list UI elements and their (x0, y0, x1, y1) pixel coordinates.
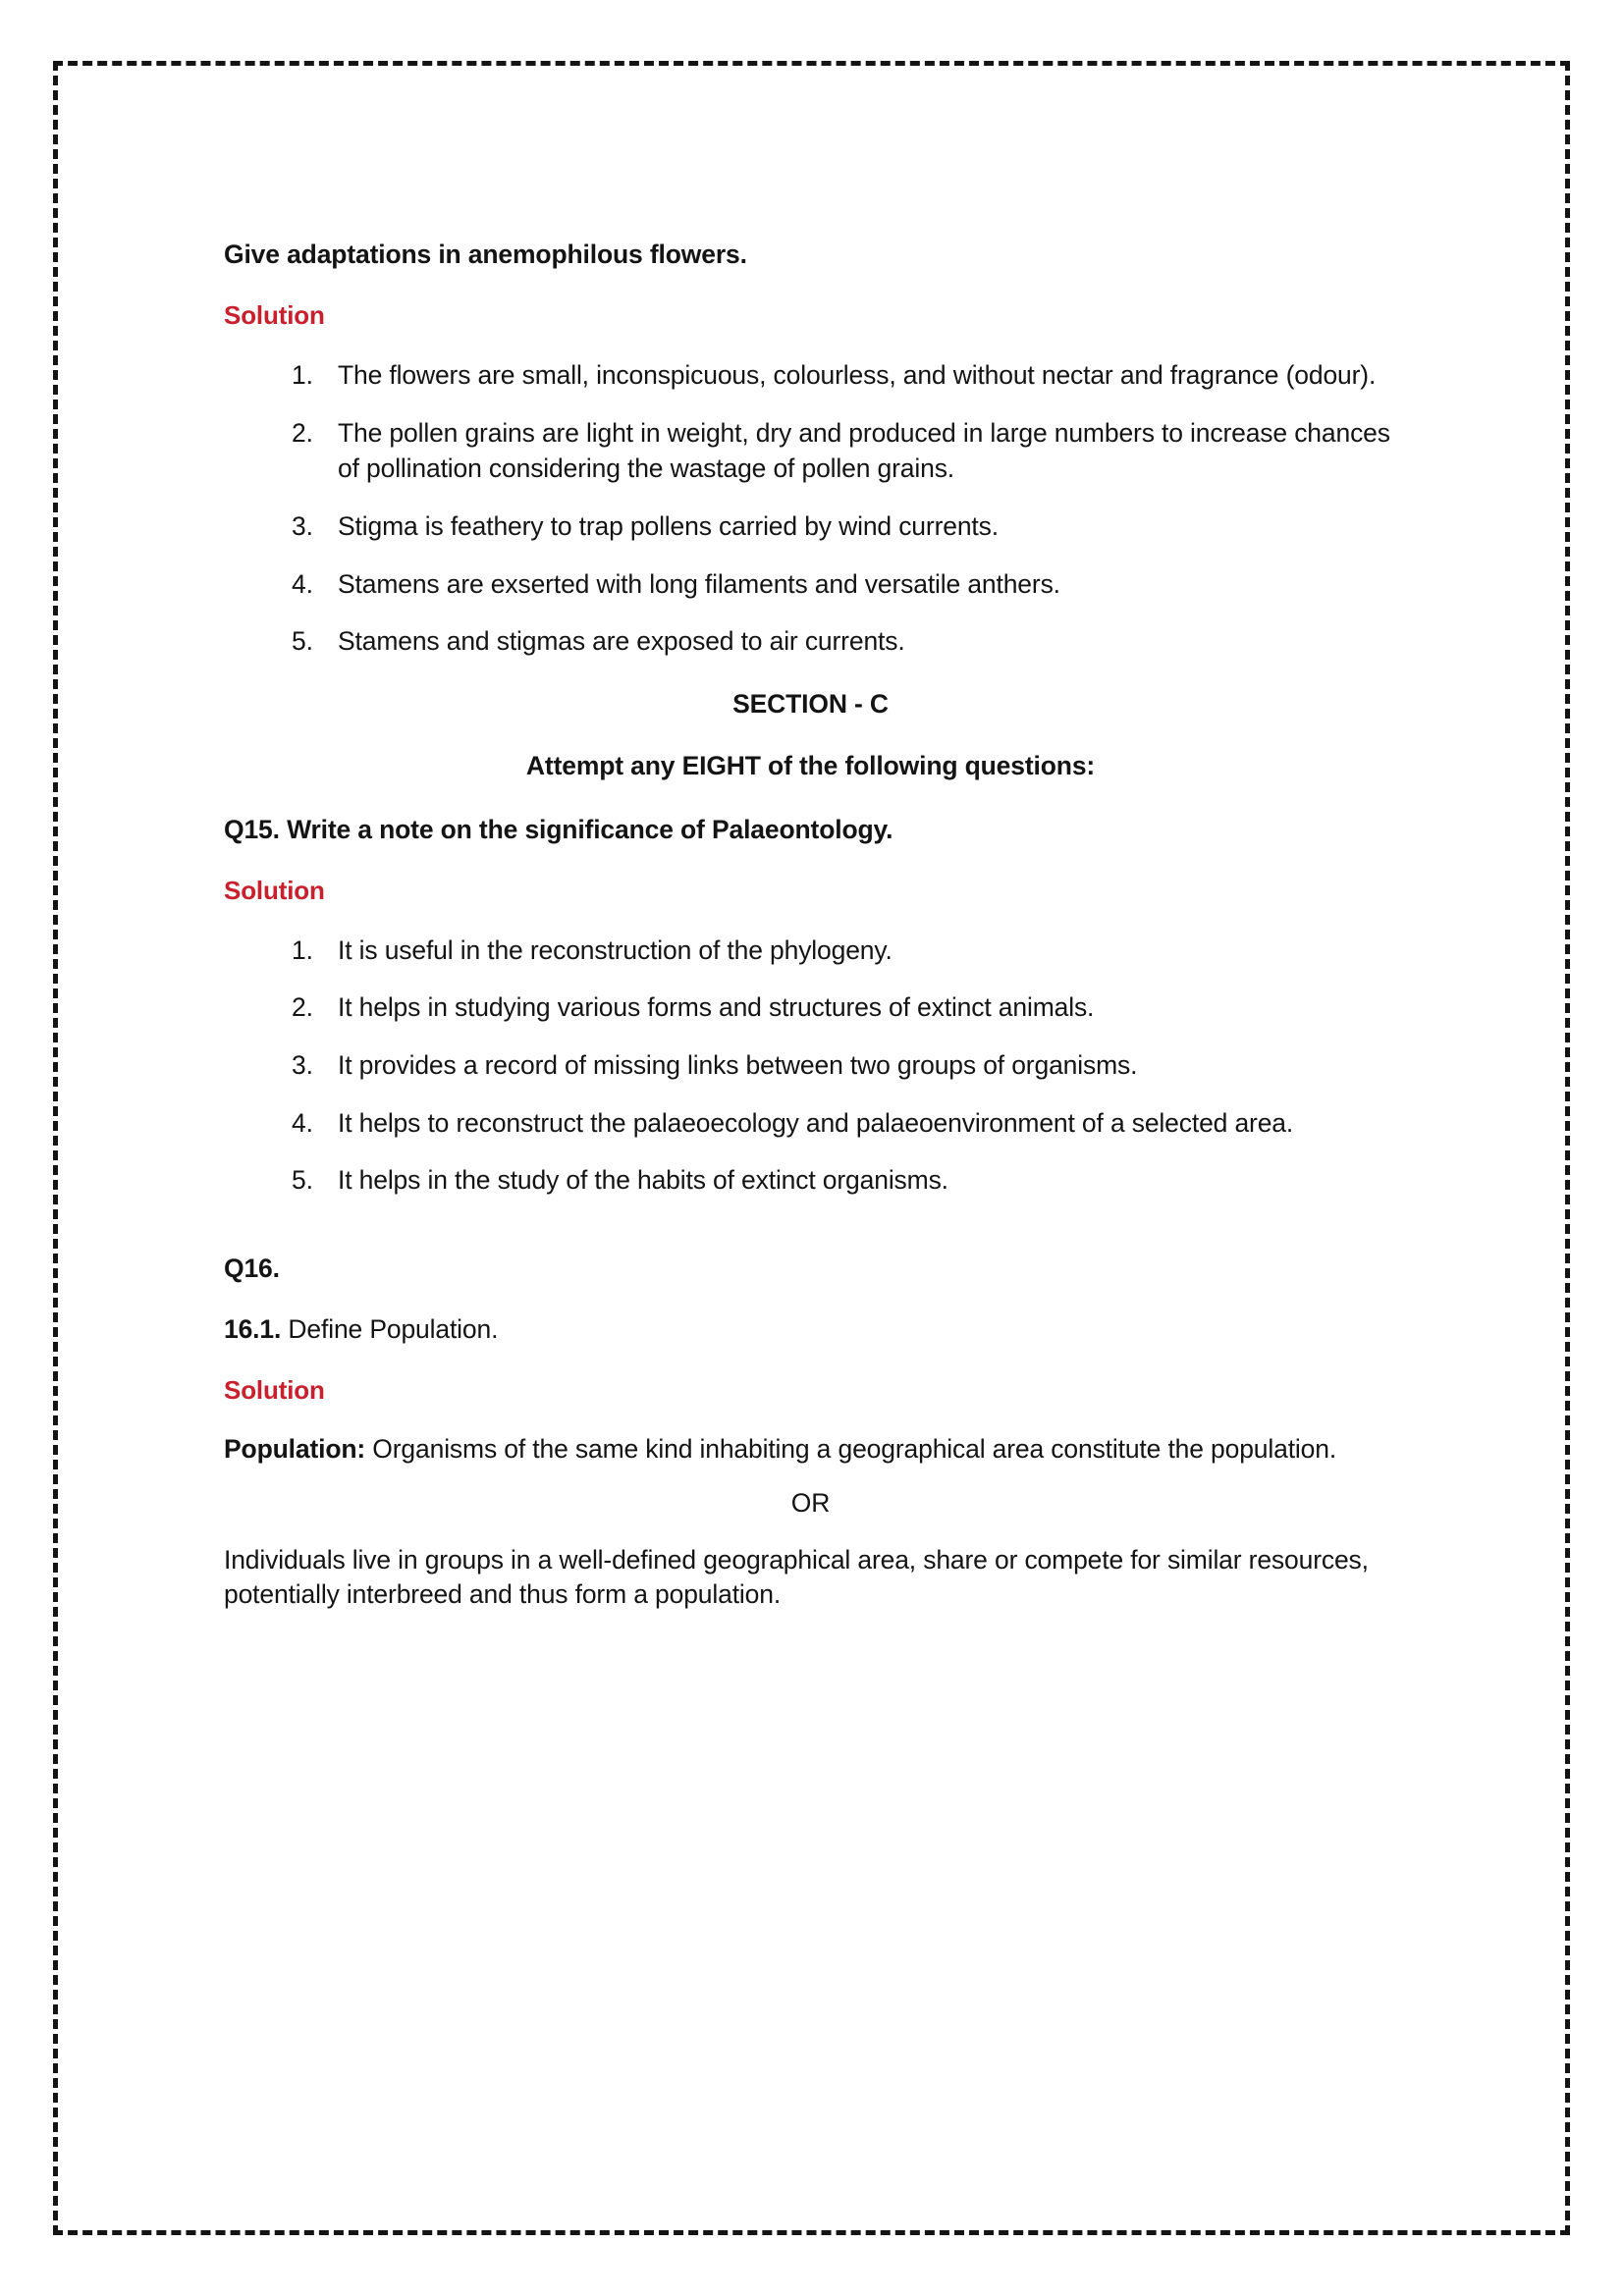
list-item: 4. It helps to reconstruct the palaeoecology and palaeoenvironment of a selected area. (320, 1105, 1397, 1142)
solution-label-q14: Solution (224, 299, 325, 330)
question-16-1-text: Define Population. (281, 1313, 499, 1344)
answer-list-q15 (224, 933, 1397, 1199)
list-item: 3. Stigma is feathery to trap pollens carried by wind currents. (320, 508, 1397, 545)
question-16-1-line (224, 1312, 1397, 1347)
document-content (224, 238, 1397, 1612)
list-item: 5. It helps in the study of the habits of extinct organisms. (320, 1162, 1397, 1199)
section-c-title: SECTION - C (732, 688, 889, 719)
list-item: 4. Stamens are exserted with long filaments and versatile anthers. (320, 566, 1397, 603)
list-item: 5. Stamens and stigmas are exposed to air currents. (320, 623, 1397, 660)
answer-16-1-alternate: Individuals live in groups in a well-defined geographical area, share or compete for similar resources, potentially interbreed and thus form a population. (224, 1545, 1369, 1610)
list-item: 3. It provides a record of missing links between two groups of organisms. (320, 1047, 1397, 1084)
spacer (224, 1226, 1397, 1252)
answer-term-population: Population: (224, 1433, 366, 1464)
list-item: 1. The flowers are small, inconspicuous, colourless, and without nectar and fragrance (odour). (320, 357, 1397, 394)
section-c-instruction: Attempt any EIGHT of the following questions: (525, 750, 1096, 780)
answer-16-1 (224, 1432, 1397, 1467)
answer-text-population: Organisms of the same kind inhabiting a geographical area constitute the population. (365, 1433, 1337, 1464)
list-item: 2. The pollen grains are light in weight, dry and produced in large numbers to increase chances of pollination considering the wastage of pollen grains. (320, 415, 1397, 487)
question-15-text: Q15. Write a note on the significance of Palaeontology. (224, 814, 893, 844)
question-14-text: Give adaptations in anemophilous flowers. (224, 240, 747, 269)
list-item: 2. It helps in studying various forms and structures of extinct animals. (320, 989, 1397, 1026)
list-item: 1. It is useful in the reconstruction of the phylogeny. (320, 933, 1397, 969)
question-16-1-number: 16.1. (224, 1313, 282, 1344)
solution-label-q15: Solution (224, 875, 325, 905)
or-divider-label: OR (790, 1487, 831, 1518)
answer-list-q14 (224, 357, 1397, 659)
question-16-label: Q16. (224, 1253, 280, 1283)
solution-label-q16: Solution (224, 1374, 325, 1405)
